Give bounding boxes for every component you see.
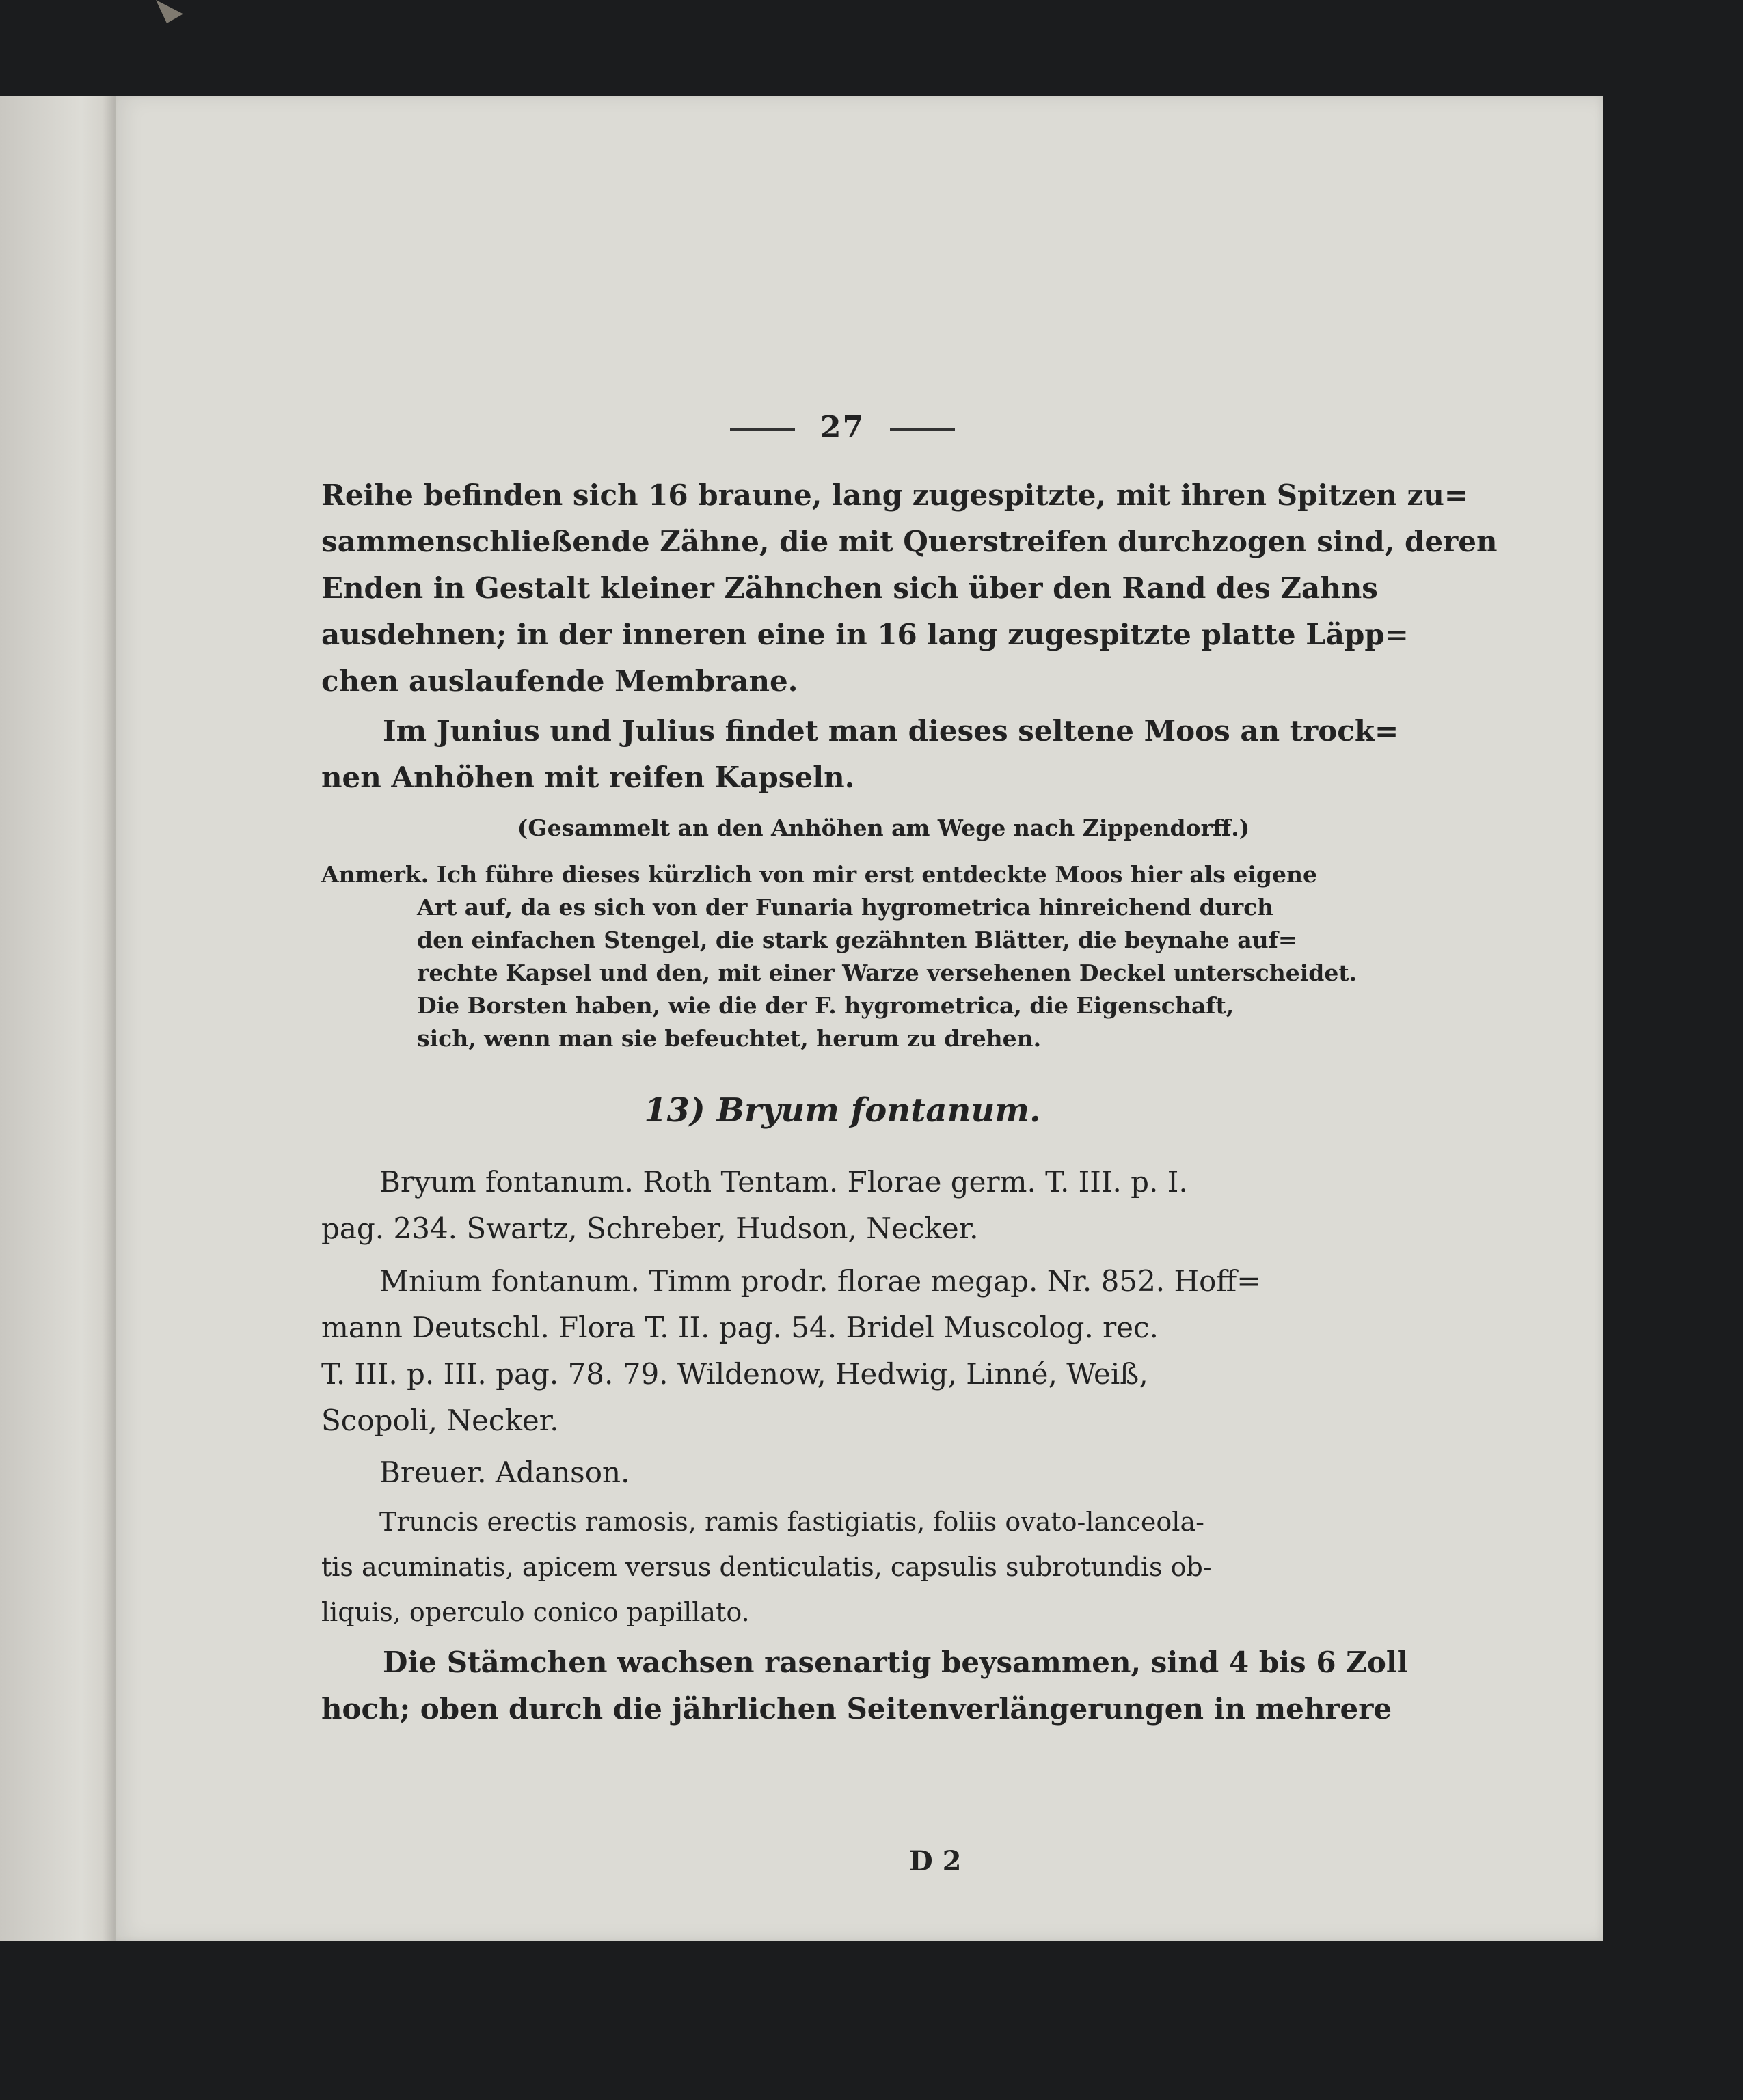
signature-mark: D 2 (909, 1845, 962, 1877)
synonym-line: mann Deutschl. Flora T. II. pag. 54. Bridel Muscolog. rec. (321, 1311, 1159, 1344)
description-line: liquis, operculo conico papillato. (321, 1597, 750, 1627)
synonym-line: pag. 234. Swartz, Schreber, Hudson, Necker. (321, 1212, 979, 1245)
description-line: tis acuminatis, apicem versus denticulatis, capsulis subrotundis ob- (321, 1552, 1212, 1582)
synonym-line: Bryum fontanum. Roth Tentam. Florae germ. T. III. p. I. (379, 1165, 1188, 1199)
collection-note: (Gesammelt an den Anhöhen am Wege nach Zippendorff.) (517, 815, 1250, 841)
note-line: rechte Kapsel und den, mit einer Warze versehenen Deckel unterscheidet. (417, 959, 1357, 986)
book-page (116, 96, 1603, 1941)
page-header (321, 410, 1364, 445)
text-line: sammenschließende Zähne, die mit Querstreifen durchzogen sind, deren (321, 525, 1498, 558)
text-line: hoch; oben durch die jährlichen Seitenverlängerungen in mehrere (321, 1692, 1392, 1726)
note-line: sich, wenn man sie befeuchtet, herum zu drehen. (417, 1025, 1042, 1052)
note-line: Die Borsten haben, wie die der F. hygrometrica, die Eigenschaft, (417, 992, 1234, 1019)
text-line: Enden in Gestalt kleiner Zähnchen sich über den Rand des Zahns (321, 571, 1378, 605)
section-heading: 13) Bryum fontanum. (644, 1091, 1041, 1130)
text-line: nen Anhöhen mit reifen Kapseln. (321, 761, 855, 794)
header-rule-left (730, 428, 795, 431)
text-line: Im Junius und Julius findet man dieses seltene Moos an trock= (383, 714, 1399, 748)
note-line: den einfachen Stengel, die stark gezähnten Blätter, die beynahe auf= (417, 927, 1297, 953)
synonym-line: Breuer. Adanson. (379, 1456, 630, 1489)
text-line: Die Stämchen wachsen rasenartig beysammen, sind 4 bis 6 Zoll (383, 1646, 1408, 1679)
page-number: 27 (820, 410, 865, 445)
note-line: Art auf, da es sich von der Funaria hygrometrica hinreichend durch (417, 894, 1274, 921)
left-page-edge (0, 96, 118, 1941)
description-line: Truncis erectis ramosis, ramis fastigiatis, foliis ovato-lanceola- (379, 1507, 1204, 1537)
synonym-line: Mnium fontanum. Timm prodr. florae megap. Nr. 852. Hoff= (379, 1264, 1261, 1298)
corner-tab-mark (156, 0, 183, 23)
text-line: Reihe befinden sich 16 braune, lang zugespitzte, mit ihren Spitzen zu= (321, 478, 1469, 512)
synonym-line: T. III. p. III. pag. 78. 79. Wildenow, Hedwig, Linné, Weiß, (321, 1357, 1148, 1391)
note-line: Anmerk. Ich führe dieses kürzlich von mir erst entdeckte Moos hier als eigene (321, 861, 1317, 888)
text-line: ausdehnen; in der inneren eine in 16 lang zugespitzte platte Läpp= (321, 618, 1409, 651)
synonym-line: Scopoli, Necker. (321, 1404, 559, 1437)
text-line: chen auslaufende Membrane. (321, 664, 798, 698)
header-rule-right (890, 428, 955, 431)
